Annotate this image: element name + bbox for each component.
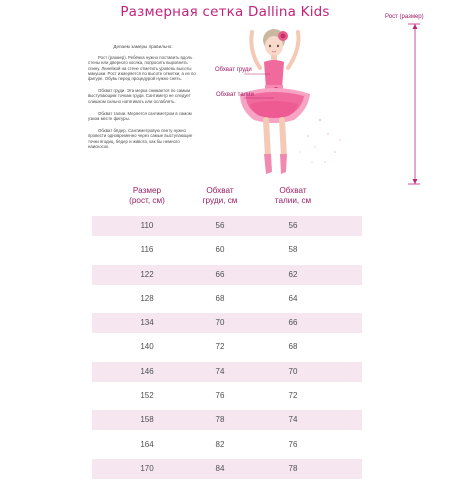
size-cell: 152 <box>140 391 154 401</box>
table-row <box>92 435 362 455</box>
height-instruction: Рост (размер). Ребёнка нужно поставить вдоль стены или дверного косяка, попросить выровнять спину. Линейкой на стене отметить уровень высоты макушки. Рост измеряется по высоте отметки, а не по фигуре. Обувь перед процедурой нужно снять. <box>88 55 196 82</box>
waist-instruction: Обхват талии. Меряется сантиметром в самом узком месте фигуры. <box>88 110 192 122</box>
page-title: Размерная сетка Dallina Kids <box>120 4 330 20</box>
table-row <box>92 240 362 260</box>
waist-cell: 66 <box>288 318 298 328</box>
chest-cell: 84 <box>215 463 225 473</box>
size-cell: 128 <box>140 293 154 303</box>
chest-cell: 60 <box>215 245 225 255</box>
header-waist: Обхват талии, см <box>274 186 312 205</box>
size-cell: 140 <box>140 342 154 352</box>
chest-cell: 72 <box>215 342 225 352</box>
header-chest: Обхват груди, см <box>202 186 238 205</box>
waist-cell: 64 <box>288 293 298 303</box>
measurement-instructions <box>88 44 198 156</box>
chest-cell: 70 <box>215 318 225 328</box>
waist-cell: 58 <box>288 245 298 255</box>
waist-cell: 74 <box>288 415 298 425</box>
size-table-body <box>92 216 362 479</box>
table-row <box>92 362 362 382</box>
size-cell: 146 <box>140 366 154 376</box>
size-cell: 116 <box>140 245 154 255</box>
ballerina-figure <box>200 12 450 192</box>
waist-label: Обхват талии <box>216 92 254 98</box>
header-size: Размер (рост, см) <box>129 186 165 205</box>
chest-cell: 76 <box>215 391 225 401</box>
sparkles-decoration <box>299 119 340 163</box>
chest-cell: 66 <box>215 269 225 279</box>
size-cell: 110 <box>140 221 154 230</box>
waist-cell: 76 <box>288 439 298 449</box>
chest-cell: 78 <box>215 415 225 425</box>
ballerina-illustration <box>200 12 450 192</box>
waist-cell: 62 <box>288 269 298 279</box>
table-row <box>92 337 362 357</box>
waist-cell: 70 <box>288 366 298 376</box>
waist-cell: 68 <box>288 342 298 352</box>
size-cell: 164 <box>140 439 154 449</box>
chest-cell: 74 <box>215 366 225 376</box>
size-cell: 170 <box>140 463 154 473</box>
table-row <box>92 459 362 479</box>
table-row <box>92 313 362 333</box>
hips-instruction: Обхват бёдер. Сантиметровую ленту нужно провести одновременно через самые выступающие точки ягодиц, бёдер и живота, как бы немного наискосок. <box>88 128 193 149</box>
chest-cell: 82 <box>215 439 225 449</box>
waist-cell: 56 <box>288 221 298 230</box>
chest-cell: 68 <box>215 293 225 303</box>
size-table <box>92 186 362 483</box>
table-row <box>92 265 362 285</box>
size-table-header <box>92 186 362 216</box>
size-cell: 158 <box>140 415 154 425</box>
size-cell: 122 <box>140 269 154 279</box>
table-row <box>92 410 362 430</box>
height-label: Рост (размер) <box>385 14 424 20</box>
waist-cell: 78 <box>288 463 298 473</box>
chest-label: Обхват груди <box>215 67 252 73</box>
waist-cell: 72 <box>288 391 298 401</box>
table-row <box>92 386 362 406</box>
table-row <box>92 216 362 236</box>
size-cell: 134 <box>140 318 154 328</box>
chest-cell: 56 <box>215 221 225 230</box>
table-row <box>92 289 362 309</box>
chest-instruction: Обхват груди. Эта мерка снимается по самым выступающим точкам груди. Сантиметр не следует слишком сильно натягивать или ослаблять. <box>88 88 191 104</box>
instructions-heading: Делаем замеры правильно: <box>113 44 173 49</box>
